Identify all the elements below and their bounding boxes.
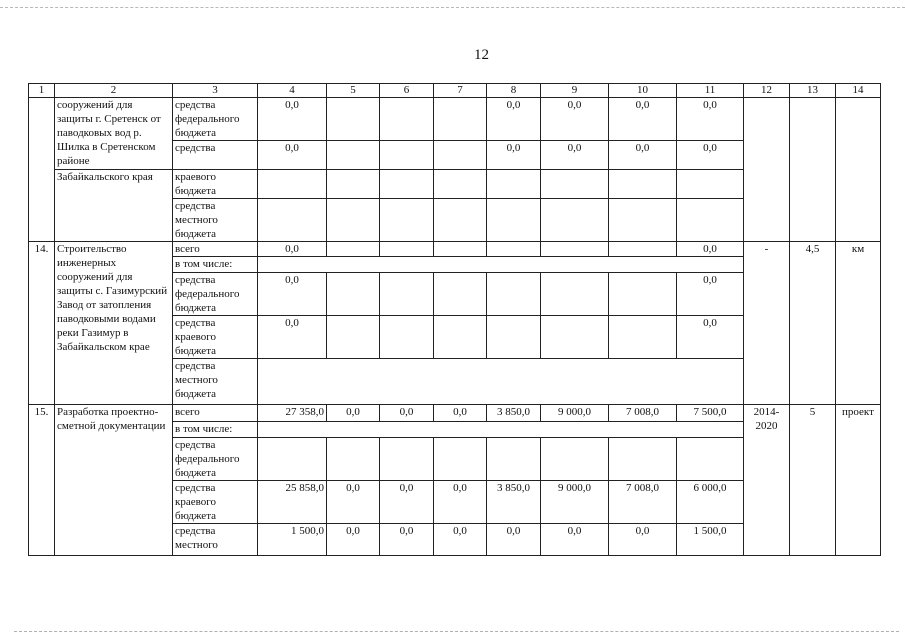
value-cell [327,199,380,242]
value-cell [327,273,380,316]
value-cell: 3 850,0 [487,405,541,422]
value-cell [434,273,487,316]
value-cell: 0,0 [327,481,380,524]
value-cell: 9 000,0 [541,481,609,524]
value-span-cell [258,359,744,405]
value-cell: 0,0 [609,141,677,170]
value-cell [609,242,677,257]
value-cell [487,170,541,199]
value-cell [258,199,327,242]
item-name-cell: Строительство инженерных сооружений для защиты с. Газимурский Завод от затопления паводковыми водами реки Газимур в Забайкальском крае [55,242,173,405]
item-number-cell [29,98,55,242]
scan-edge-bottom [14,631,899,632]
value-cell [380,170,434,199]
value-cell: 7 008,0 [609,481,677,524]
item-name-cell: Разработка проектно-сметной документации [55,405,173,556]
header-cell: 7 [434,84,487,98]
value-cell: 0,0 [677,242,744,257]
value-cell: 0,0 [677,98,744,141]
page-number: 12 [474,47,489,63]
value-cell: 1 500,0 [677,524,744,556]
value-cell [609,438,677,481]
funding-source-cell: средства краевого бюджета [173,316,258,359]
value-cell [380,242,434,257]
value-cell: 0,0 [541,141,609,170]
value-cell [677,438,744,481]
funding-source-cell: средства федерального бюджета [173,98,258,141]
header-cell: 3 [173,84,258,98]
funding-source-cell: средства местного бюджета [173,199,258,242]
header-cell: 11 [677,84,744,98]
table-row [29,98,881,141]
funding-source-cell: в том числе: [173,422,258,438]
value-cell: 0,0 [380,405,434,422]
quantity-cell: 5 [790,405,836,556]
header-row [29,84,881,98]
quantity-cell: 4,5 [790,242,836,405]
value-cell: 0,0 [541,98,609,141]
value-cell: 6 000,0 [677,481,744,524]
value-cell: 0,0 [380,481,434,524]
value-cell [380,141,434,170]
value-cell [380,316,434,359]
header-cell: 8 [487,84,541,98]
funding-source-cell: средства местного бюджета [173,359,258,405]
value-cell [434,170,487,199]
unit-cell [836,98,881,242]
value-cell [380,199,434,242]
value-cell [487,242,541,257]
value-cell [434,199,487,242]
value-cell: 0,0 [327,524,380,556]
value-cell: 0,0 [434,524,487,556]
value-cell [541,438,609,481]
table-row [29,242,881,257]
value-cell: 0,0 [487,524,541,556]
value-cell: 3 850,0 [487,481,541,524]
value-cell: 0,0 [487,98,541,141]
value-cell: 0,0 [258,98,327,141]
funding-source-cell: средства местного [173,524,258,556]
value-cell [380,273,434,316]
value-cell: 0,0 [434,481,487,524]
funding-source-cell: средства федерального бюджета [173,438,258,481]
value-cell: 0,0 [609,98,677,141]
budget-table [28,83,881,556]
value-cell [677,170,744,199]
item-name-cell: сооружений для защиты г. Сретенск от паводковых вод р. Шилка в Сретенском районе [55,98,173,170]
period-cell: 2014-2020 [744,405,790,556]
value-cell [434,438,487,481]
header-cell: 6 [380,84,434,98]
funding-source-cell: всего [173,405,258,422]
value-cell: 0,0 [380,524,434,556]
value-cell: 0,0 [677,141,744,170]
value-cell [541,316,609,359]
scan-edge-top [0,7,905,8]
value-cell [380,98,434,141]
value-cell [434,141,487,170]
value-cell [487,316,541,359]
funding-source-cell: средства краевого бюджета [173,481,258,524]
value-cell [434,316,487,359]
header-cell: 1 [29,84,55,98]
funding-source-cell: средства [173,141,258,170]
value-cell: 25 858,0 [258,481,327,524]
value-cell: 0,0 [434,405,487,422]
unit-cell: проект [836,405,881,556]
value-cell: 7 008,0 [609,405,677,422]
value-cell [541,273,609,316]
header-cell: 9 [541,84,609,98]
value-cell [327,141,380,170]
quantity-cell [790,98,836,242]
value-cell: 0,0 [609,524,677,556]
value-cell [677,199,744,242]
value-cell: 0,0 [258,273,327,316]
value-cell: 0,0 [258,316,327,359]
unit-cell: км [836,242,881,405]
value-cell: 0,0 [327,405,380,422]
value-cell [609,316,677,359]
funding-source-cell: краевого бюджета [173,170,258,199]
value-cell [609,199,677,242]
header-cell: 14 [836,84,881,98]
header-cell: 13 [790,84,836,98]
period-cell: - [744,242,790,405]
value-cell [434,98,487,141]
value-cell: 0,0 [541,524,609,556]
value-cell: 0,0 [677,273,744,316]
value-cell: 0,0 [487,141,541,170]
value-cell [327,242,380,257]
value-cell: 7 500,0 [677,405,744,422]
funding-source-cell: средства федерального бюджета [173,273,258,316]
funding-source-cell: всего [173,242,258,257]
value-cell: 0,0 [258,141,327,170]
value-cell [541,170,609,199]
value-span-cell [258,257,744,273]
value-cell [609,273,677,316]
funding-source-cell: в том числе: [173,257,258,273]
table-row [29,405,881,422]
value-cell [380,438,434,481]
item-number-cell: 14. [29,242,55,405]
value-cell: 9 000,0 [541,405,609,422]
item-number-cell: 15. [29,405,55,556]
header-cell: 12 [744,84,790,98]
value-cell: 27 358,0 [258,405,327,422]
value-cell [541,199,609,242]
value-cell [258,438,327,481]
value-cell [487,199,541,242]
value-cell [258,170,327,199]
value-cell [434,242,487,257]
value-cell [487,273,541,316]
value-cell: 0,0 [258,242,327,257]
value-span-cell [258,422,744,438]
value-cell: 1 500,0 [258,524,327,556]
value-cell [541,242,609,257]
period-cell [744,98,790,242]
value-cell: 0,0 [677,316,744,359]
item-name-cell: Забайкальского края [55,170,173,242]
value-cell [327,170,380,199]
value-cell [327,98,380,141]
value-cell [327,316,380,359]
header-cell: 5 [327,84,380,98]
value-cell [609,170,677,199]
header-cell: 2 [55,84,173,98]
header-cell: 10 [609,84,677,98]
header-cell: 4 [258,84,327,98]
value-cell [487,438,541,481]
value-cell [327,438,380,481]
